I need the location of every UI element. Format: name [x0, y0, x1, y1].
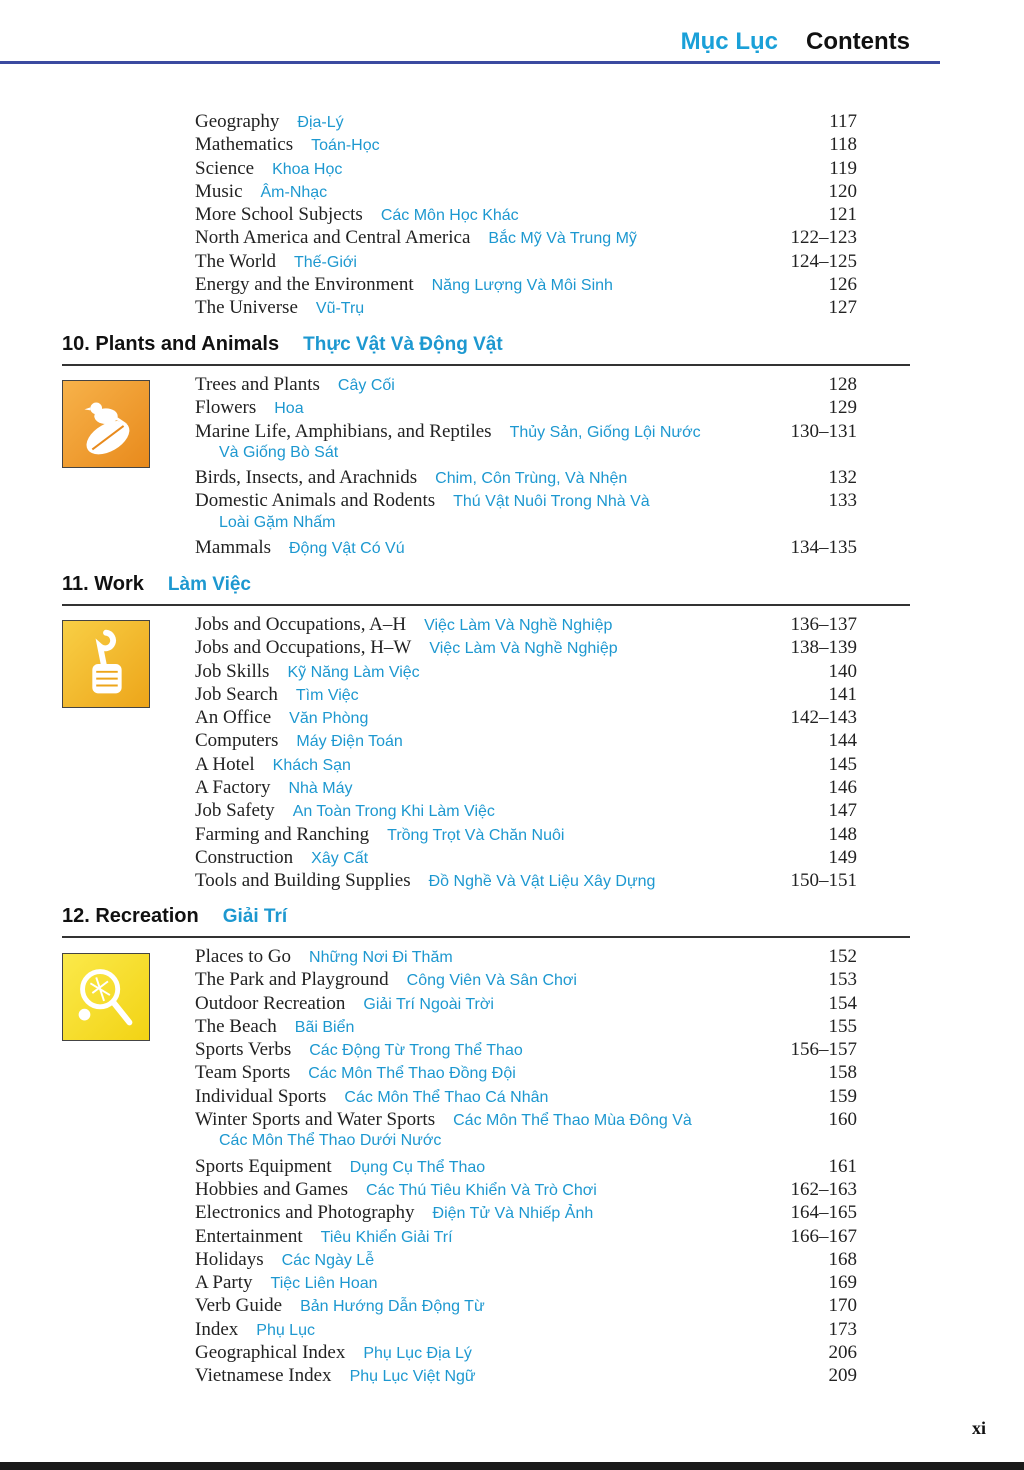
- entry-page-number: 130–131: [790, 420, 857, 442]
- entry-title-vietnamese: Khách Sạn: [272, 756, 351, 774]
- toc-entry: [195, 274, 857, 297]
- entry-title-vietnamese: Hoa: [274, 400, 304, 418]
- entry-page-number: 154: [828, 992, 857, 1014]
- entry-title-vietnamese: Các Môn Thể Thao Đồng Đội: [308, 1065, 516, 1083]
- entry-title-vietnamese: Tìm Việc: [295, 686, 359, 704]
- toc-entry: [195, 684, 857, 707]
- entry-page-number: 152: [828, 946, 857, 967]
- toc-entry: [195, 1365, 857, 1388]
- entry-title-english: Individual Sports: [195, 1085, 327, 1107]
- entry-title-vietnamese: Bắc Mỹ Và Trung Mỹ: [488, 230, 637, 248]
- toc-entry: [195, 1062, 857, 1085]
- toc-entry: [195, 1179, 857, 1202]
- entry-title-english: Geographical Index: [195, 1342, 346, 1364]
- entry-page-number: 168: [828, 1248, 857, 1270]
- entry-title-english: Sports Equipment: [195, 1155, 332, 1177]
- header-title-vietnamese: Mục Lục: [680, 28, 778, 55]
- entry-page-number: 149: [828, 846, 857, 868]
- entry-title-english: Jobs and Occupations, A–H: [195, 614, 407, 635]
- section-title-vietnamese: Thực Vật Và Động Vật: [303, 334, 503, 355]
- toc-entry: [195, 374, 857, 397]
- entry-title-vietnamese: Các Ngày Lễ: [281, 1251, 375, 1269]
- entry-title-vietnamese: An Toàn Trong Khi Làm Việc: [292, 803, 495, 821]
- entry-page-number: 144: [828, 730, 857, 752]
- entry-title-english: Places to Go: [195, 946, 292, 967]
- entry-page-number: 159: [828, 1085, 857, 1107]
- section-title-english: 10. Plants and Animals: [62, 333, 280, 355]
- entry-title-vietnamese: Các Môn Thể Thao Mùa Đông Và: [453, 1112, 692, 1130]
- toc-entry: [195, 661, 857, 684]
- entry-title-vietnamese: Máy Điện Toán: [296, 733, 403, 751]
- toc-entry: [195, 993, 857, 1016]
- entry-title-english: Winter Sports and Water Sports: [195, 1109, 436, 1131]
- entry-title-english: Geography: [195, 111, 280, 132]
- entry-title-english: Science: [195, 157, 255, 179]
- entry-page-number: 209: [828, 1365, 857, 1387]
- entry-title-english: The World: [195, 250, 276, 272]
- toc-entry: [195, 946, 857, 969]
- entry-title-vietnamese: Công Viên Và Sân Chơi: [406, 972, 577, 990]
- entry-page-number: 126: [828, 274, 857, 296]
- page-header: [681, 28, 910, 56]
- entry-title-vietnamese: Thủy Sản, Giống Lội Nước: [509, 423, 701, 441]
- entry-title-english: An Office: [195, 707, 272, 729]
- entry-page-number: 140: [828, 660, 857, 682]
- entry-title-english: Trees and Plants: [195, 374, 320, 395]
- entry-title-vietnamese: Các Thú Tiêu Khiển Và Trò Chơi: [366, 1181, 597, 1199]
- section-heading-recreation: [62, 905, 287, 928]
- entry-title-vietnamese: Khoa Học: [272, 160, 343, 178]
- entry-title-english: Hobbies and Games: [195, 1178, 349, 1200]
- toc-entry: [195, 754, 857, 777]
- header-rule: [0, 61, 940, 64]
- entry-title-vietnamese: Thế-Giới: [293, 253, 357, 271]
- section-entry-list: [195, 374, 857, 560]
- entry-page-number: 153: [828, 969, 857, 991]
- entry-page-number: 161: [828, 1155, 857, 1177]
- toc-entry: [195, 111, 857, 134]
- toc-entry: [195, 870, 857, 893]
- entry-page-number: 132: [828, 467, 857, 489]
- entry-title-english: Jobs and Occupations, H–W: [195, 637, 412, 659]
- entry-page-number: 134–135: [790, 537, 857, 559]
- toc-entry: [195, 1202, 857, 1225]
- toc-entry: [195, 421, 857, 468]
- entry-title-vietnamese: Tiệc Liên Hoan: [270, 1275, 378, 1293]
- entry-title-english: A Factory: [195, 777, 271, 799]
- toc-entry: [195, 227, 857, 250]
- entry-title-vietnamese: Việc Làm Và Nghề Nghiệp: [424, 617, 613, 634]
- entry-title-english: Verb Guide: [195, 1295, 283, 1317]
- entry-page-number: 138–139: [790, 637, 857, 659]
- entry-title-vietnamese: Tiêu Khiển Giải Trí: [320, 1228, 453, 1246]
- toc-entry: [195, 297, 857, 320]
- entry-title-vietnamese: Các Môn Thể Thao Cá Nhân: [344, 1088, 549, 1106]
- entry-title-vietnamese: Trồng Trọt Và Chăn Nuôi: [387, 826, 565, 844]
- entry-page-number: 127: [828, 297, 857, 319]
- section-rule: [62, 604, 910, 606]
- toc-entry: [195, 637, 857, 660]
- toc-entry: [195, 614, 857, 637]
- section-rule: [62, 936, 910, 938]
- entry-title-english: Electronics and Photography: [195, 1202, 415, 1224]
- entry-page-number: 156–157: [790, 1039, 857, 1061]
- entry-title-vietnamese: Xây Cất: [311, 849, 369, 867]
- entry-title-english: Birds, Insects, and Arachnids: [195, 467, 418, 489]
- tennis-racket-icon: [62, 953, 150, 1041]
- entry-page-number: 150–151: [790, 870, 857, 892]
- entry-page-number: 169: [828, 1272, 857, 1294]
- toc-entry: [195, 251, 857, 274]
- entry-title-english: Construction: [195, 846, 294, 868]
- entry-title-vietnamese: Các Môn Học Khác: [380, 207, 519, 225]
- entry-title-vietnamese-continued: Các Môn Thể Thao Dưới Nước: [219, 1132, 442, 1150]
- entry-title-english: North America and Central America: [195, 227, 471, 249]
- entry-title-english: Job Search: [195, 683, 278, 705]
- entry-title-vietnamese-continued: Và Giống Bò Sát: [219, 443, 339, 461]
- entry-page-number: 141: [828, 683, 857, 705]
- toc-entry: [195, 1039, 857, 1062]
- entry-page-number: 155: [828, 1015, 857, 1037]
- toc-entry: [195, 1319, 857, 1342]
- entry-title-vietnamese: Nhà Máy: [288, 780, 353, 798]
- entry-page-number: 170: [828, 1295, 857, 1317]
- entry-title-vietnamese-continued: Loài Gặm Nhấm: [219, 513, 336, 531]
- entry-title-vietnamese: Toán-Học: [311, 137, 380, 155]
- entry-title-english: Mammals: [195, 537, 271, 559]
- toc-entry: [195, 1272, 857, 1295]
- entry-title-vietnamese: Âm-Nhạc: [260, 183, 328, 201]
- toc-entry: [195, 181, 857, 204]
- entry-title-english: Marine Life, Amphibians, and Reptiles: [195, 420, 492, 442]
- entry-page-number: 120: [828, 180, 857, 202]
- entry-title-vietnamese: Bãi Biển: [294, 1018, 355, 1036]
- toc-entry: [195, 969, 857, 992]
- toc-entry: [195, 1249, 857, 1272]
- page-number: xi: [971, 1418, 986, 1438]
- entry-page-number: 166–167: [790, 1225, 857, 1247]
- entry-title-vietnamese: Thú Vật Nuôi Trong Nhà Và: [453, 493, 650, 511]
- entry-page-number: 128: [828, 374, 857, 395]
- entry-title-vietnamese: Địa-Lý: [297, 114, 344, 131]
- hand-holding-tool-icon: [62, 620, 150, 708]
- section-heading-plants-animals: [62, 333, 503, 356]
- section-title-vietnamese: Làm Việc: [167, 574, 251, 595]
- entry-title-vietnamese: Vũ-Trụ: [315, 300, 365, 318]
- entry-title-english: Sports Verbs: [195, 1039, 292, 1061]
- entry-title-english: Farming and Ranching: [195, 823, 370, 845]
- entry-title-english: Entertainment: [195, 1225, 303, 1247]
- entry-title-english: The Park and Playground: [195, 969, 389, 991]
- toc-entry: [195, 397, 857, 420]
- entry-title-vietnamese: Văn Phòng: [289, 710, 369, 728]
- bird-on-leaf-icon: [62, 380, 150, 468]
- toc-entry: [195, 777, 857, 800]
- entry-title-vietnamese: Năng Lượng Và Môi Sinh: [431, 277, 613, 295]
- entry-page-number: 122–123: [790, 227, 857, 249]
- toc-entry: [195, 730, 857, 753]
- scan-bottom-edge: [0, 1462, 1024, 1470]
- entry-title-vietnamese: Kỹ Năng Làm Việc: [287, 663, 420, 681]
- intro-entry-list: [195, 111, 857, 321]
- entry-page-number: 164–165: [790, 1202, 857, 1224]
- entry-title-vietnamese: Động Vật Có Vú: [289, 540, 405, 558]
- entry-page-number: 118: [829, 134, 857, 156]
- entry-title-english: Holidays: [195, 1248, 264, 1270]
- entry-page-number: 129: [828, 397, 857, 419]
- entry-page-number: 147: [828, 800, 857, 822]
- entry-title-english: A Hotel: [195, 753, 255, 775]
- entry-title-vietnamese: Những Nơi Đi Thăm: [309, 949, 453, 966]
- entry-page-number: 124–125: [790, 250, 857, 272]
- entry-page-number: 133: [828, 490, 857, 512]
- toc-entry: [195, 158, 857, 181]
- entry-title-english: Job Skills: [195, 660, 270, 682]
- section-title-english: 11. Work: [62, 573, 144, 595]
- entry-title-english: Energy and the Environment: [195, 274, 414, 296]
- entry-title-english: Index: [195, 1318, 239, 1340]
- entry-page-number: 146: [828, 777, 857, 799]
- entry-title-english: Job Safety: [195, 800, 275, 822]
- entry-title-english: Music: [195, 180, 243, 202]
- entry-title-vietnamese: Phụ Lục: [256, 1321, 315, 1339]
- toc-entry: [195, 707, 857, 730]
- toc-entry: [195, 1109, 857, 1156]
- entry-title-english: Outdoor Recreation: [195, 992, 346, 1014]
- entry-title-vietnamese: Việc Làm Và Nghề Nghiệp: [429, 640, 618, 658]
- entry-title-vietnamese: Phụ Lục Địa Lý: [363, 1345, 472, 1363]
- entry-title-english: More School Subjects: [195, 204, 363, 226]
- entry-page-number: 136–137: [790, 614, 857, 635]
- entry-title-vietnamese: Các Động Từ Trong Thể Thao: [309, 1042, 523, 1060]
- entry-title-english: Domestic Animals and Rodents: [195, 490, 436, 512]
- entry-title-vietnamese: Giải Trí Ngoài Trời: [363, 995, 494, 1013]
- entry-title-english: Flowers: [195, 397, 257, 419]
- entry-title-vietnamese: Đồ Nghề Và Vật Liệu Xây Dựng: [428, 873, 656, 891]
- entry-title-english: Computers: [195, 730, 279, 752]
- toc-entry: [195, 1342, 857, 1365]
- toc-entry: [195, 467, 857, 490]
- entry-page-number: 117: [829, 111, 857, 132]
- entry-title-english: Team Sports: [195, 1062, 291, 1084]
- section-heading-work: [62, 573, 251, 596]
- entry-page-number: 160: [828, 1109, 857, 1131]
- entry-title-english: The Beach: [195, 1015, 277, 1037]
- section-entry-list: [195, 614, 857, 894]
- entry-title-english: Tools and Building Supplies: [195, 870, 411, 892]
- entry-page-number: 121: [828, 204, 857, 226]
- toc-entry: [195, 1086, 857, 1109]
- entry-page-number: 173: [828, 1318, 857, 1340]
- entry-title-english: The Universe: [195, 297, 298, 319]
- entry-title-vietnamese: Bản Hướng Dẫn Động Từ: [300, 1298, 485, 1316]
- entry-page-number: 119: [829, 157, 857, 179]
- section-title-vietnamese: Giải Trí: [222, 906, 288, 927]
- entry-page-number: 162–163: [790, 1178, 857, 1200]
- section-entry-list: [195, 946, 857, 1389]
- toc-entry: [195, 824, 857, 847]
- toc-entry: [195, 134, 857, 157]
- entry-page-number: 148: [828, 823, 857, 845]
- toc-entry: [195, 847, 857, 870]
- toc-entry: [195, 1156, 857, 1179]
- entry-title-vietnamese: Điện Tử Và Nhiếp Ảnh: [432, 1205, 594, 1223]
- entry-title-english: Mathematics: [195, 134, 294, 156]
- toc-entry: [195, 537, 857, 560]
- section-title-english: 12. Recreation: [62, 905, 199, 927]
- toc-entry: [195, 490, 857, 537]
- entry-page-number: 206: [828, 1342, 857, 1364]
- entry-title-vietnamese: Cây Cối: [337, 377, 395, 394]
- header-title-english: Contents: [806, 28, 910, 55]
- toc-entry: [195, 1295, 857, 1318]
- entry-title-english: A Party: [195, 1272, 253, 1294]
- entry-page-number: 158: [828, 1062, 857, 1084]
- entry-title-vietnamese: Chim, Côn Trùng, Và Nhện: [435, 470, 628, 488]
- toc-entry: [195, 204, 857, 227]
- toc-entry: [195, 1016, 857, 1039]
- entry-title-vietnamese: Dụng Cụ Thể Thao: [349, 1158, 486, 1176]
- toc-entry: [195, 1226, 857, 1249]
- section-rule: [62, 364, 910, 366]
- entry-title-english: Vietnamese Index: [195, 1365, 332, 1387]
- entry-title-vietnamese: Phụ Lục Việt Ngữ: [349, 1368, 476, 1386]
- entry-page-number: 142–143: [790, 707, 857, 729]
- toc-entry: [195, 800, 857, 823]
- entry-page-number: 145: [828, 753, 857, 775]
